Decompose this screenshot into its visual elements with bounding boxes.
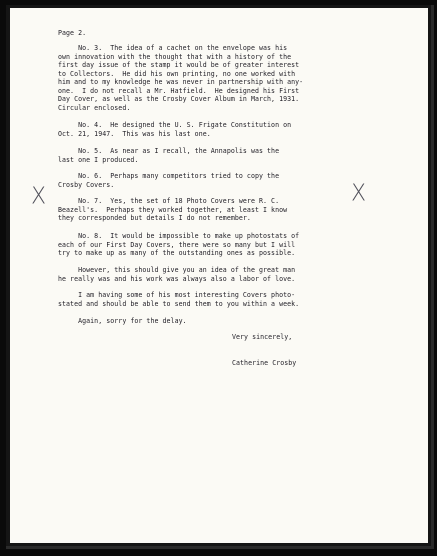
paragraph-however: However, this should give you an idea of the great man he really was and his work was always also a labor of love. [58,266,296,283]
pencil-x-mark-left: X [31,183,47,210]
paragraph-no6: No. 6. Perhaps many competitors tried to copy the Crosby Covers. [58,172,280,189]
closing: Very sincerely, [232,333,293,341]
paragraph-no7: No. 7. Yes, the set of 18 Photo Covers were R. C. Beazell's. Perhaps they worked together, at least I know they corresponded but details I do not remember. [58,197,288,222]
paragraph-no3: No. 3. The idea of a cachet on the envelope was his own innovation with the thought that with a history of the first day issue of the stamp it would be of greater interest to Collectors. He did his own printing, no one worked with him and to my knowledge he was never in partnership with any- one. I do not recall a Mr. Hatfield. He designed his First Day Cover, as well as the Crosby Cover Album in March, 1931. Circular enclosed. [58,44,304,112]
pencil-x-mark-right: X [351,180,367,207]
paragraph-photostated: I am having some of his most interesting Covers photo- stated and should be able to send them to you within a week. [58,291,300,308]
page-label: Page 2. [58,29,87,37]
paragraph-apology: Again, sorry for the delay. [58,317,187,325]
paragraph-no8: No. 8. It would be impossible to make up photostats of each of our First Day Covers, there were so many but I will try to make up as many of the outstanding ones as possible. [58,232,300,257]
paragraph-no4: No. 4. He designed the U. S. Frigate Constitution on Oct. 21, 1947. This was his last one. [58,121,292,138]
paragraph-no5: No. 5. As near as I recall, the Annapolis was the last one I produced. [58,147,280,164]
signature-name: Catherine Crosby [232,359,297,367]
